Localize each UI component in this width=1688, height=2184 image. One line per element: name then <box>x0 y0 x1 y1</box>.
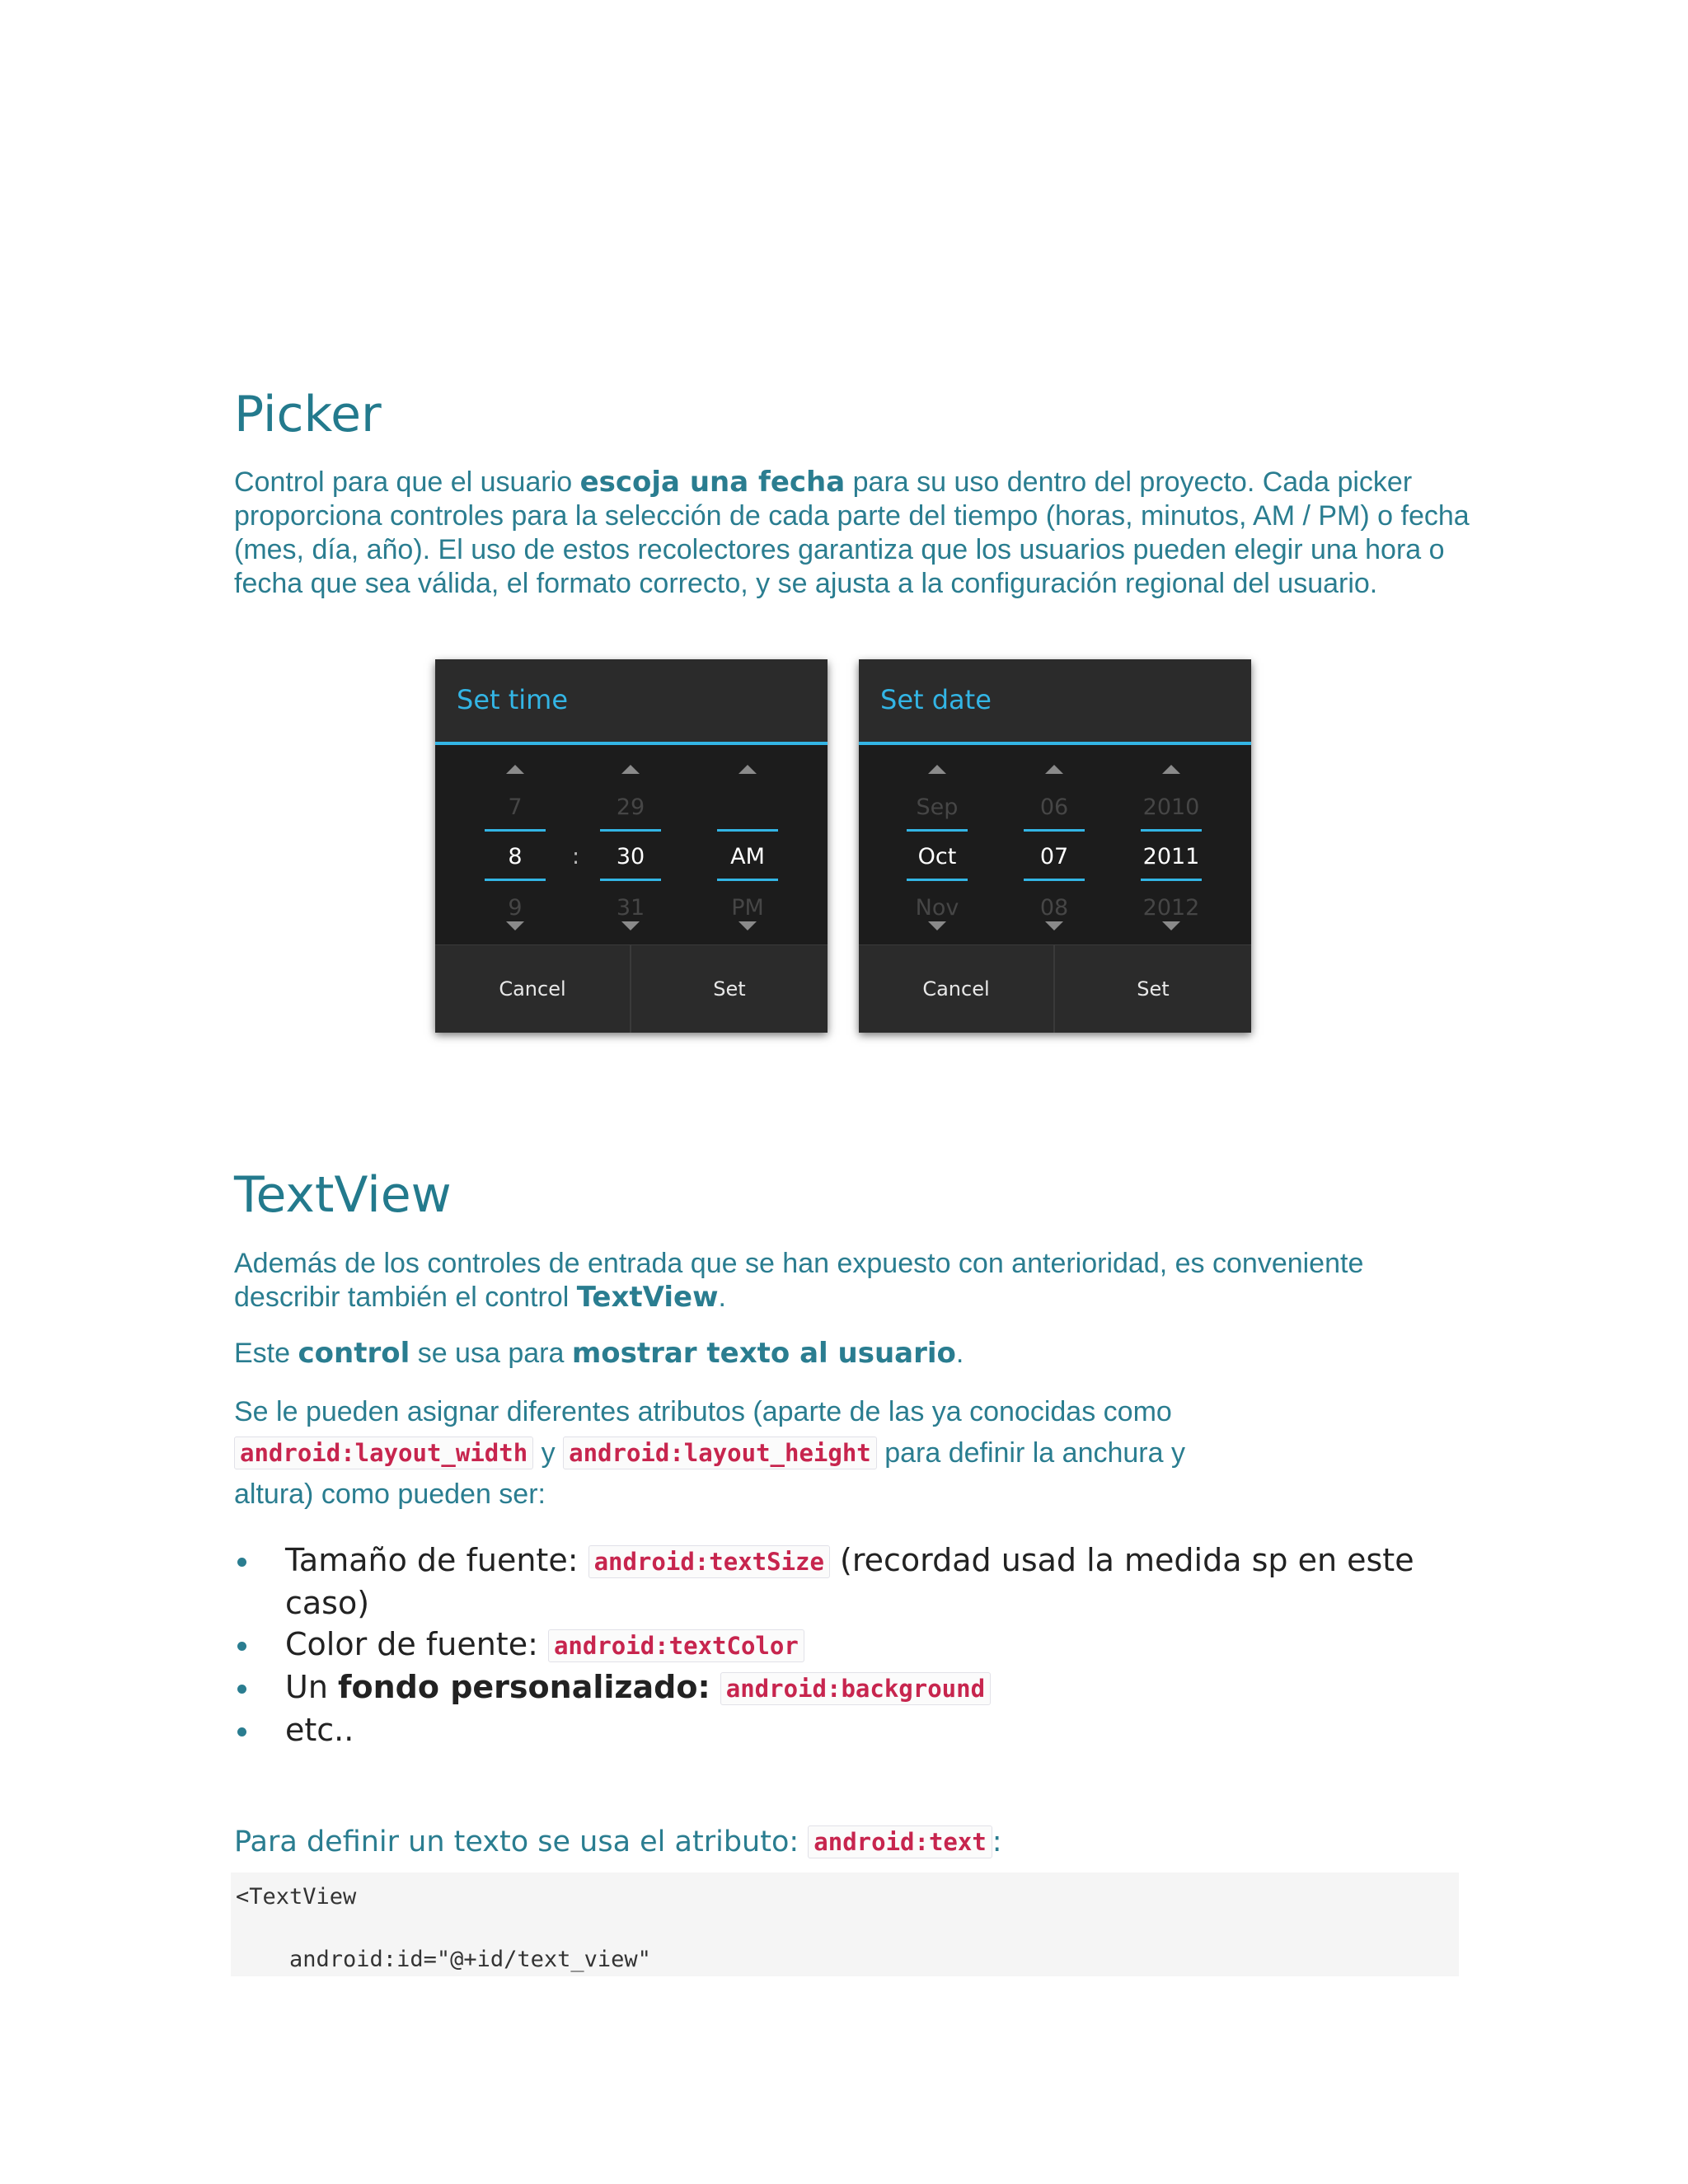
text-color-code: android:textColor <box>548 1629 804 1662</box>
selection-line <box>907 829 968 832</box>
dialog-button-bar <box>435 944 828 1033</box>
year-prev: 2010 <box>1142 794 1200 820</box>
bullet-icon <box>237 1558 246 1567</box>
month-spinner[interactable] <box>907 745 968 944</box>
hour-current[interactable]: 8 <box>508 844 523 869</box>
p1-bold: TextView <box>576 1281 719 1314</box>
p4-text-1: Para definir un texto se usa el atributo: <box>234 1825 809 1858</box>
selection-line <box>717 829 778 832</box>
hour-prev: 7 <box>508 794 523 820</box>
set-button[interactable]: Set <box>713 977 746 1001</box>
p1-text-1: Además de los controles de entrada que se han expuesto con anterioridad, es conveniente describir también el control <box>234 1248 1364 1313</box>
code-line: android:id="@+id/text_view" <box>236 1947 651 1972</box>
ampm-current[interactable]: AM <box>730 844 765 869</box>
ampm-spinner[interactable] <box>717 745 778 944</box>
list-item-text: Un <box>285 1669 338 1705</box>
selection-line <box>600 829 661 832</box>
day-next: 08 <box>1039 895 1069 921</box>
minute-next: 31 <box>616 895 645 921</box>
picker-intro-bold: escoja una fecha <box>579 466 846 499</box>
textview-heading: TextView <box>234 1166 452 1224</box>
time-picker-dialog <box>435 659 828 1032</box>
picker-intro-text-2: para su uso dentro del proyecto. Cada picker proporciona controles para la selección de cada parte del tiempo (horas, minutos, AM / PM) o fecha (mes, día, año). El uso de estos recolectores garantiza que los usuarios pueden elegir una hora o fecha que sea válida, el formato correcto, y se ajusta a la configuración regional del usuario. <box>234 466 1470 599</box>
list-item <box>234 1624 1470 1666</box>
selection-line <box>485 879 546 881</box>
decrement-arrow-icon[interactable] <box>1045 921 1063 930</box>
p2-text-2: se usa para <box>410 1338 572 1369</box>
day-spinner[interactable] <box>1024 745 1085 944</box>
selection-line <box>1024 829 1085 832</box>
background-code: android:background <box>720 1672 991 1705</box>
increment-arrow-icon[interactable] <box>506 765 524 774</box>
layout-height-code: android:layout_height <box>563 1436 877 1469</box>
year-current[interactable]: 2011 <box>1142 844 1200 869</box>
set-button[interactable]: Set <box>1137 977 1170 1001</box>
p3-text-1: Se le pueden asignar diferentes atributos (aparte de las ya conocidas como <box>234 1396 1172 1427</box>
hour-spinner[interactable] <box>485 745 546 944</box>
hour-next: 9 <box>508 895 523 921</box>
selection-line <box>907 879 968 881</box>
selection-line <box>1141 879 1202 881</box>
p2-text-3: . <box>955 1338 964 1369</box>
selection-line <box>717 879 778 881</box>
decrement-arrow-icon[interactable] <box>738 921 757 930</box>
p2-bold-1: control <box>298 1337 410 1370</box>
increment-arrow-icon[interactable] <box>621 765 640 774</box>
bullet-icon <box>237 1685 246 1694</box>
dialog-button-bar <box>859 944 1251 1033</box>
list-item-text: Tamaño de fuente: <box>285 1542 588 1578</box>
increment-arrow-icon[interactable] <box>928 765 946 774</box>
time-picker-body <box>435 745 828 944</box>
list-item <box>234 1666 1470 1709</box>
decrement-arrow-icon[interactable] <box>1162 921 1180 930</box>
p4-text-2: : <box>992 1825 1002 1858</box>
minute-current[interactable]: 30 <box>616 844 645 869</box>
time-separator: : <box>572 844 580 869</box>
increment-arrow-icon[interactable] <box>1045 765 1063 774</box>
list-item-note: (recordad usad la medida sp en este caso) <box>285 1542 1414 1621</box>
decrement-arrow-icon[interactable] <box>621 921 640 930</box>
p1-text-2: . <box>718 1282 726 1313</box>
list-item-text: etc.. <box>285 1712 354 1748</box>
textview-paragraph-2 <box>234 1337 1470 1371</box>
textview-paragraph-1 <box>234 1247 1454 1315</box>
code-line: <TextView <box>236 1884 357 1910</box>
android-text-code: android:text <box>808 1825 992 1858</box>
textview-paragraph-4 <box>234 1825 1470 1859</box>
layout-width-code: android:layout_width <box>234 1436 533 1469</box>
list-item <box>234 1540 1439 1624</box>
picker-intro-text-1: Control para que el usuario <box>234 466 580 498</box>
text-size-code: android:textSize <box>588 1545 830 1578</box>
minute-spinner[interactable] <box>600 745 661 944</box>
p3-text-3: para definir la anchura y altura) como pueden ser: <box>234 1437 1185 1510</box>
year-next: 2012 <box>1142 895 1200 921</box>
list-item-bold: fondo personalizado: <box>337 1669 710 1705</box>
day-current[interactable]: 07 <box>1039 844 1069 869</box>
selection-line <box>600 879 661 881</box>
list-item-text: Color de fuente: <box>285 1626 548 1662</box>
code-block <box>231 1872 1459 1976</box>
textview-paragraph-3 <box>234 1391 1231 1515</box>
p3-text-2: y <box>533 1437 564 1469</box>
bullet-icon <box>237 1727 246 1736</box>
selection-line <box>1024 879 1085 881</box>
day-prev: 06 <box>1039 794 1069 820</box>
month-current[interactable]: Oct <box>917 844 957 869</box>
attribute-list <box>234 1540 1470 1750</box>
time-dialog-title: Set time <box>457 684 569 715</box>
selection-line <box>485 829 546 832</box>
decrement-arrow-icon[interactable] <box>928 921 946 930</box>
increment-arrow-icon[interactable] <box>738 765 757 774</box>
p2-bold-2: mostrar texto al usuario <box>571 1337 956 1370</box>
month-prev: Sep <box>916 794 959 820</box>
date-dialog-title: Set date <box>880 684 992 715</box>
list-item <box>234 1709 1470 1750</box>
decrement-arrow-icon[interactable] <box>506 921 524 930</box>
date-picker-dialog <box>859 659 1251 1032</box>
minute-prev: 29 <box>616 794 645 820</box>
increment-arrow-icon[interactable] <box>1162 765 1180 774</box>
year-spinner[interactable] <box>1141 745 1202 944</box>
picker-intro <box>234 466 1470 601</box>
cancel-button[interactable]: Cancel <box>435 945 631 1033</box>
cancel-button[interactable]: Cancel <box>859 945 1055 1033</box>
month-next: Nov <box>915 895 959 921</box>
bullet-icon <box>237 1642 246 1651</box>
p2-text-1: Este <box>234 1338 298 1369</box>
date-picker-body <box>859 745 1251 944</box>
picker-heading: Picker <box>234 386 382 443</box>
ampm-next: PM <box>731 895 764 921</box>
selection-line <box>1141 829 1202 832</box>
